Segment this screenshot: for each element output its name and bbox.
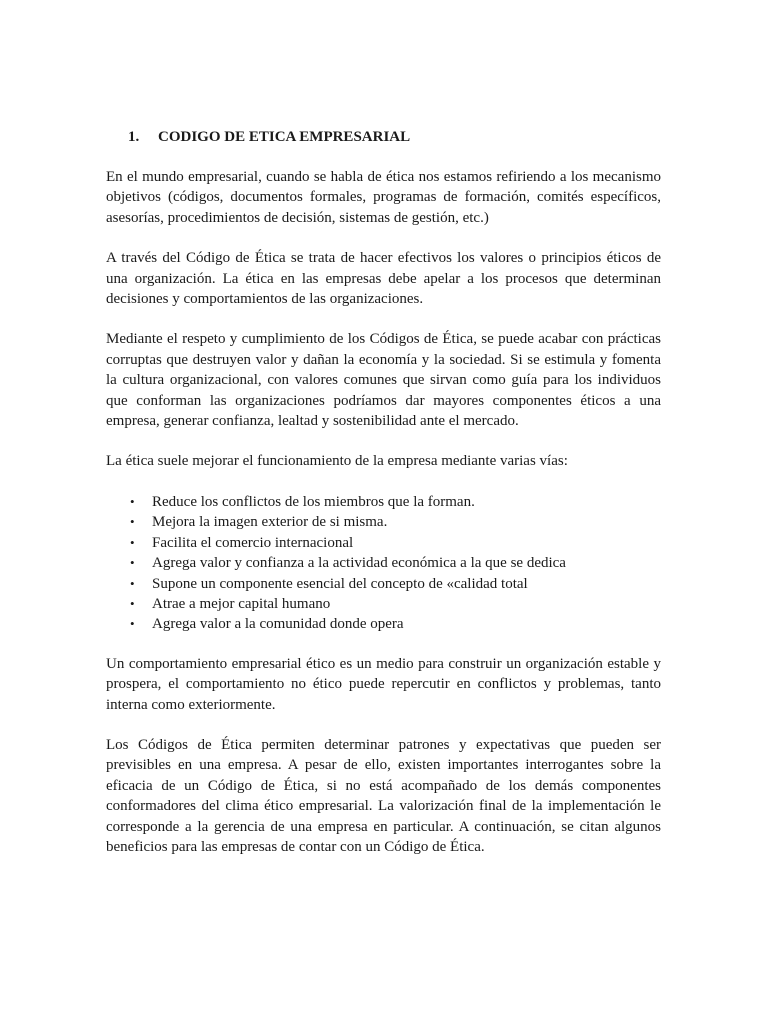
list-item-text: Supone un componente esencial del concepto de «calidad total	[152, 575, 528, 592]
bullet-icon: •	[130, 575, 135, 591]
list-item-text: Facilita el comercio internacional	[152, 534, 354, 551]
paragraph-values: A través del Código de Ética se trata de hacer efectivos los valores o principios éticos de una organización. La ética en las empresas debe apelar a los procesos que determinan decisiones y comportamientos de las organizaciones.	[106, 250, 661, 308]
list-item-text: Atrae a mejor capital humano	[152, 595, 331, 612]
section-title: CODIGO DE ETICA EMPRESARIAL	[158, 129, 411, 145]
list-item	[106, 533, 661, 553]
paragraph-stable-organization: Un comportamiento empresarial ético es un medio para construir un organización estable y prospera, el comportamiento no ético puede repercutir en conflictos y problemas, tanto interna como exteriormente.	[106, 655, 661, 713]
list-item-text: Agrega valor y confianza a la actividad económica a la que se dedica	[152, 555, 566, 572]
list-item	[106, 553, 661, 573]
section-heading	[128, 127, 661, 147]
list-item-text: Mejora la imagen exterior de si misma.	[152, 514, 388, 531]
list-item	[106, 594, 661, 614]
list-item	[106, 574, 661, 594]
list-item	[106, 614, 661, 634]
document-page	[106, 127, 661, 877]
section-number: 1.	[128, 129, 140, 145]
paragraph-intro: En el mundo empresarial, cuando se habla de ética nos estamos refiriendo a los mecanismo objetivos (códigos, documentos formales, programas de formación, comités específicos, asesorías, procedimientos de decisión, sistemas de gestión, etc.)	[106, 169, 661, 226]
paragraph-codes-patterns: Los Códigos de Ética permiten determinar patrones y expectativas que pueden ser previsibles en una empresa. A pesar de ello, existen importantes interrogantes sobre la eficacia de un Código de Ética, si no está acompañado de los demás componentes conformadores del clima ético empresarial. La valorización final de la implementación le corresponde a la gerencia de una empresa en particular. A continuación, se citan algunos beneficios para las empresas de contar con un Código de Ética.	[106, 736, 661, 855]
bullet-icon: •	[130, 555, 135, 571]
bullet-icon: •	[130, 534, 135, 550]
bullet-icon: •	[130, 616, 135, 632]
bullet-icon: •	[130, 595, 135, 611]
list-item	[106, 512, 661, 532]
benefits-list	[106, 492, 661, 635]
paragraph-list-intro: La ética suele mejorar el funcionamiento de la empresa mediante varias vías:	[106, 453, 568, 470]
bullet-icon: •	[130, 493, 135, 509]
bullet-icon: •	[130, 514, 135, 530]
paragraph-practices: Mediante el respeto y cumplimiento de los Códigos de Ética, se puede acabar con prácticas corruptas que destruyen valor y dañan la economía y la sociedad. Si se estimula y fomenta la cultura organizacional, con valores comunes que sirvan como guía para los individuos que conforman las organizaciones podríamos dar mayores componentes éticos a una empresa, generar confianza, lealtad y sostenibilidad ante el mercado.	[106, 331, 661, 430]
list-item-text: Reduce los conflictos de los miembros que la forman.	[152, 493, 475, 510]
list-item	[106, 492, 661, 512]
list-item-text: Agrega valor a la comunidad donde opera	[152, 616, 404, 633]
